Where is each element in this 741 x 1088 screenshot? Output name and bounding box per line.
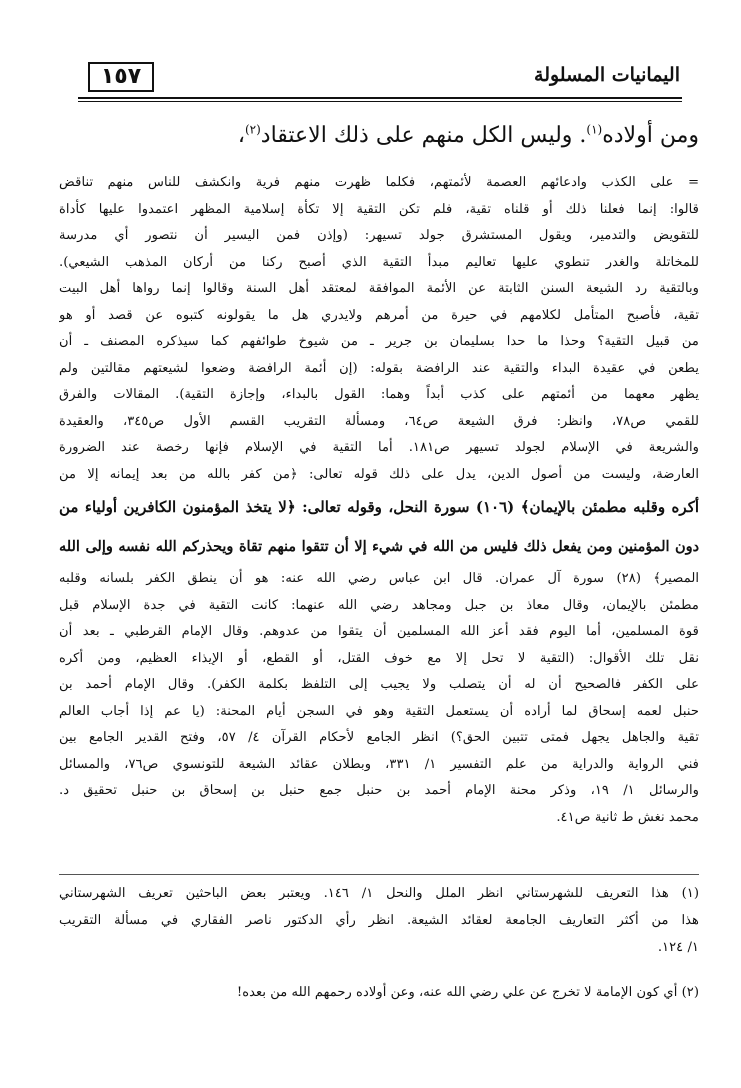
header-rule — [78, 97, 682, 99]
footnote-line: تقية، فأصبح المتأمل لكلامهم في حيرة من أمرهم ولايدري هل ما يقولونه كتبوه عن قصد أو هو — [59, 307, 699, 323]
footnote-line: محمد نغش ط ثانية ص٤١. — [556, 809, 699, 825]
footnote-line: المصير﴾ (٢٨) سورة آل عمران. قال ابن عباس رضي الله عنه: هو أن ينطق الكفر بلسانه وقلبه — [59, 571, 699, 586]
footnote-1-line: هذا من أكثر التعاريف الجامعة لعقائد الشيعة. انظر رأي الدكتور ناصر الفقاري في مسألة التقريب — [59, 913, 699, 928]
footnote-line: تقية والجاهل يجهل فمتى تتبين الحق؟) انظر الجامع لأحكام القرآن ٤/ ٥٧، وفتح القدير الجامع بين — [59, 730, 699, 745]
main-text-line — [59, 118, 699, 154]
footnote-line: والشريعة في الإسلام لجولد تسيهر ص١٨١. أما التقية في الإسلام فإنها رخصة عند الضرورة — [59, 440, 699, 455]
page-header — [78, 58, 680, 98]
footnote-line: والرسائل ١/ ١٩، وذكر محنة الإمام أحمد بن حنبل جمع حنبل بن إسحاق بن حنبل تحقيق د. — [59, 783, 699, 798]
footnote-line: للتقويض والتدمير، ويقول المستشرق جولد تسيهر: (وإذن فمن اليسير أن نتصور أي مدرسة — [59, 228, 699, 243]
footnote-1-line: ١/ ١٢٤. — [657, 940, 699, 955]
footnote-line: قوة المسلمين، أما اليوم فقد أعز الله المسلمين أن يتقوا من عدوهم. وقال الإمام القرطبي ـ بعد أن — [59, 624, 699, 639]
footnote-line: قالوا: إنما فعلنا ذلك أو قلناه تقية، فلم تكن التقية إلا تكأة إسلامية المظهر اعتمدوا عليها كأداة — [59, 201, 699, 217]
footnote-ref-2[interactable]: (٢) — [244, 122, 261, 137]
footnote-continuation — [59, 170, 699, 831]
footnote-line: حنبل لعمه إسحاق لما أراده أن يستعمل التقية وهو في السجن أيام المحنة: (يا عم إذا أجاب العالم — [59, 703, 699, 719]
footnote-line: من قبيل التقية؟ وحذا ما حدا بسليمان بن جرير ـ من شيوخ طوائفهم كما سيذكره المصنف ـ أن — [59, 334, 699, 349]
footnote-line: نقل تلك الأقوال: (التقية لا تحل إلا مع خوف القتل، أو القطع، أو الإيذاء العظيم، ومن أكره — [59, 650, 699, 666]
running-title: اليمانيات المسلولة — [534, 64, 680, 86]
main-text-end: ، — [237, 123, 245, 148]
footnote-line: = على الكذب وادعائهم العصمة لأئمتهم، فكلما ظهرت منهم فرية وانكشف للناس منهم تناقض — [59, 175, 699, 190]
footnotes — [59, 880, 699, 1006]
footnote-line: وبالتقية رد الشيعة السنن الثابتة عن الأئمة الموافقة لمعتقد أهل السنة وقالوا إنما رواها أهل البيت — [59, 281, 699, 296]
footnote-line: للقمي ص٧٨، وانظر: فرق الشيعة ص٦٤، ومسألة التقريب القسم الأول ص٣٤٥، والعقيدة — [59, 413, 699, 429]
main-text-middle: . وليس الكل منهم على ذلك الاعتقاد — [260, 123, 587, 148]
quran-verse-line: دون المؤمنين ومن يفعل ذلك فليس من الله في شيء إلا أن تتقوا منهم تقاة ويحذركم الله نفسه وإلى الله — [59, 538, 699, 555]
page-number: ١٥٧ — [88, 62, 154, 92]
footnote-line: فني الرواية والدراية من علم التفسير ١/ ٣٣١، وبطلان عقائد الشيعة للتونسوي ص٧٦، والمسائل — [59, 756, 699, 772]
footnote-line: للمخاتلة والغدر تنطوي عليها تعاليم مبدأ التقية الذي أصبح ركنا من أركان المذهب الشيعي). — [59, 254, 699, 270]
footnote-line: على الكفر فالصحيح أن له أن يتصلب ولا يجيب إلى التلفظ بكلمة الكفر). وقال الإمام أحمد بن — [59, 677, 699, 692]
footnote-1-line: (١) هذا التعريف للشهرستاني انظر الملل والنحل ١/ ١٤٦. ويعتبر بعض الباحثين تعريف الشهرستاني — [59, 886, 699, 901]
spacer — [59, 961, 699, 979]
footnote-2-line: (٢) أي كون الإمامة لا تخرج عن علي رضي الله عنه، وعن أولاده رحمهم الله من بعده! — [236, 985, 699, 1000]
main-text-start: ومن أولاده — [602, 123, 699, 148]
header-rule-thin — [78, 101, 682, 102]
footnote-line: مطمئن بالإيمان، وقال معاذ بن جبل ومجاهد رضي الله عنهما: كانت التقية في جدة الإسلام قبل — [59, 597, 699, 613]
footnote-separator — [59, 874, 699, 875]
footnote-line: العارضة، وليست من أصول الدين، يدل على ذلك قوله تعالى: ﴿من كفر بالله من بعد إيمانه إلا من — [59, 466, 699, 482]
quran-verse-line: أكره وقلبه مطمئن بالإيمان﴾ (١٠٦) سورة النحل، وقوله تعالى: ﴿لا يتخذ المؤمنون الكافرين أولياء من — [59, 498, 699, 516]
footnote-line: يطعن في عقيدة البداء والتقية عند الرافضة بقوله: (إن أئمة الرافضة وضعوا لشيعتهم مقالتين ولم — [59, 360, 699, 376]
footnote-ref-1[interactable]: (١) — [586, 122, 603, 137]
footnote-line: يظهر معهما من أئمتهم على كذب أبداً وهما: القول بالبداء، وإجازة التقية). المقالات والفرق — [59, 387, 699, 402]
